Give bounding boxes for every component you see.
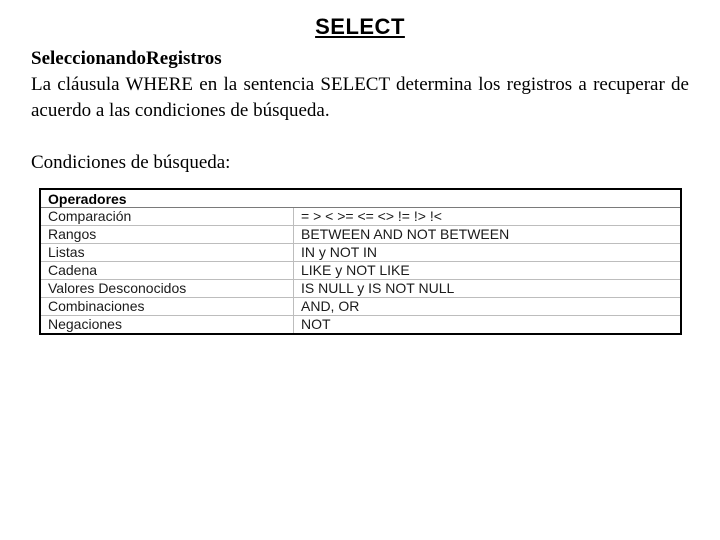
operator-category: Rangos [40,226,294,244]
conditions-label: Condiciones de búsqueda: [31,152,231,173]
operator-values: IS NULL y IS NOT NULL [294,280,682,298]
operator-values: LIKE y NOT LIKE [294,262,682,280]
table-row [40,262,681,280]
table-row [40,298,681,316]
table-row [40,208,681,226]
operator-values: AND, OR [294,298,682,316]
operator-category: Valores Desconocidos [40,280,294,298]
operator-category: Combinaciones [40,298,294,316]
operator-values: IN y NOT IN [294,244,682,262]
table-row [40,316,681,335]
operator-category: Negaciones [40,316,294,335]
section-subtitle: SeleccionandoRegistros [31,48,222,69]
operator-category: Listas [40,244,294,262]
table-row [40,280,681,298]
table-row [40,244,681,262]
operator-values: NOT [301,316,331,332]
page-title: SELECT [315,14,405,39]
operator-category: Comparación [40,208,294,226]
table-row [40,226,681,244]
operator-category: Cadena [40,262,294,280]
table-header: Operadores [40,189,681,208]
operator-values: BETWEEN AND NOT BETWEEN [294,226,682,244]
table-header-row [40,189,681,208]
operators-table [39,188,682,335]
operator-values: = > < >= <= <> != !> !< [294,208,682,226]
description-paragraph: La cláusula WHERE en la sentencia SELECT determina los registros a recuperar de acuerdo a las condiciones de búsqueda. [31,74,689,121]
